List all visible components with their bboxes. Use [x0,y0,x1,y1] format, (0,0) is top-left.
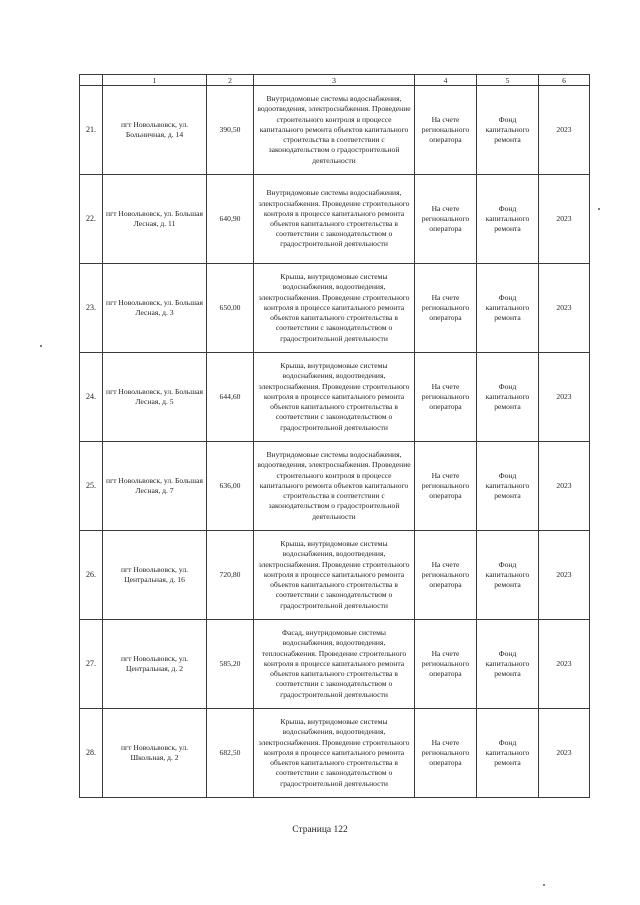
row-number: 24. [80,353,103,442]
area-cell: 682,50 [207,709,254,798]
header-cell-3: 3 [254,75,415,86]
table-row [80,709,590,798]
area-cell: 720,80 [207,531,254,620]
account-cell: На счете регионального оператора [415,175,477,264]
account-cell: На счете регионального оператора [415,620,477,709]
account-cell: На счете регионального оператора [415,531,477,620]
fund-cell: Фонд капитального ремонта [477,620,539,709]
works-cell: Крыша, внутридомовые системы водоснабжения, водоотведения, электроснабжения. Проведение строительного контроля в процессе капитального ремонта объектов капитального строительства в соответствии с законодательством о градостроительной деятельности [254,353,415,442]
fund-cell: Фонд капитального ремонта [477,264,539,353]
scan-speck-mark [543,884,545,886]
year-cell: 2023 [539,86,590,175]
row-number: 22. [80,175,103,264]
fund-cell: Фонд капитального ремонта [477,175,539,264]
table-row [80,531,590,620]
year-cell: 2023 [539,620,590,709]
header-cell-2: 2 [207,75,254,86]
row-number: 26. [80,531,103,620]
fund-cell: Фонд капитального ремонта [477,86,539,175]
account-cell: На счете регионального оператора [415,264,477,353]
works-cell: Крыша, внутридомовые системы водоснабжения, водоотведения, электроснабжения. Проведение строительного контроля в процессе капитального ремонта объектов капитального строительства в соответствии с законодательством о градостроительной деятельности [254,531,415,620]
header-cell-4: 4 [415,75,477,86]
row-number: 23. [80,264,103,353]
address-cell: пгт Новольвовск, ул. Большая Лесная, д. 5 [103,353,207,442]
year-cell: 2023 [539,709,590,798]
fund-cell: Фонд капитального ремонта [477,442,539,531]
works-cell: Внутридомовые системы водоснабжения, водоотведения, электроснабжения. Проведение строительного контроля в процессе капитального ремонта объектов капитального строительства в соответствии с законодательством о градостроительной деятельности [254,442,415,531]
row-number: 27. [80,620,103,709]
address-cell: пгт Новольвовск, ул. Школьная, д. 2 [103,709,207,798]
works-cell: Внутридомовые системы водоснабжения, электроснабжения. Проведение строительного контроля в процессе капитального ремонта объектов капитального строительства в соответствии с законодательством о градостроительной деятельности [254,175,415,264]
fund-cell: Фонд капитального ремонта [477,353,539,442]
address-cell: пгт Новольвовск, ул. Большая Лесная, д. 11 [103,175,207,264]
column-number-row [80,75,590,86]
address-cell: пгт Новольвовск, ул. Большая Лесная, д. 7 [103,442,207,531]
header-cell-empty [80,75,103,86]
row-number: 25. [80,442,103,531]
account-cell: На счете регионального оператора [415,709,477,798]
repair-program-table [79,74,590,798]
area-cell: 585,20 [207,620,254,709]
address-cell: пгт Новольвовск, ул. Большая Лесная, д. 3 [103,264,207,353]
page-number-footer: Страница 122 [292,825,348,835]
table-row [80,264,590,353]
scan-speck-mark [598,208,600,210]
fund-cell: Фонд капитального ремонта [477,709,539,798]
account-cell: На счете регионального оператора [415,86,477,175]
area-cell: 644,60 [207,353,254,442]
year-cell: 2023 [539,353,590,442]
header-cell-5: 5 [477,75,539,86]
area-cell: 636,00 [207,442,254,531]
table-row [80,442,590,531]
address-cell: пгт Новольвовск, ул. Больничная, д. 14 [103,86,207,175]
year-cell: 2023 [539,264,590,353]
row-number: 28. [80,709,103,798]
account-cell: На счете регионального оператора [415,353,477,442]
works-cell: Внутридомовые системы водоснабжения, водоотведения, электроснабжения. Проведение строительного контроля в процессе капитального ремонта объектов капитального строительства в соответствии с законодательством о градостроительной деятельности [254,86,415,175]
area-cell: 390,50 [207,86,254,175]
table-row [80,86,590,175]
header-cell-1: 1 [103,75,207,86]
year-cell: 2023 [539,442,590,531]
works-cell: Крыша, внутридомовые системы водоснабжения, водоотведения, электроснабжения. Проведение строительного контроля в процессе капитального ремонта объектов капитального строительства в соответствии с законодательством о градостроительной деятельности [254,709,415,798]
year-cell: 2023 [539,531,590,620]
scan-speck-mark [40,345,42,347]
table-row [80,620,590,709]
fund-cell: Фонд капитального ремонта [477,531,539,620]
row-number: 21. [80,86,103,175]
table-row [80,175,590,264]
area-cell: 650,00 [207,264,254,353]
works-cell: Крыша, внутридомовые системы водоснабжения, водоотведения, электроснабжения. Проведение строительного контроля в процессе капитального ремонта объектов капитального строительства в соответствии с законодательством о градостроительной деятельности [254,264,415,353]
works-cell: Фасад, внутридомовые системы водоснабжения, водоотведения, теплоснабжения. Проведение строительного контроля в процессе капитального ремонта объектов капитального строительства в соответствии с законодательством о градостроительной деятельности [254,620,415,709]
year-cell: 2023 [539,175,590,264]
header-cell-6: 6 [539,75,590,86]
area-cell: 640,90 [207,175,254,264]
address-cell: пгт Новольвовск, ул. Центральная, д. 16 [103,531,207,620]
account-cell: На счете регионального оператора [415,442,477,531]
table-row [80,353,590,442]
address-cell: пгт Новольвовск, ул. Центральная, д. 2 [103,620,207,709]
